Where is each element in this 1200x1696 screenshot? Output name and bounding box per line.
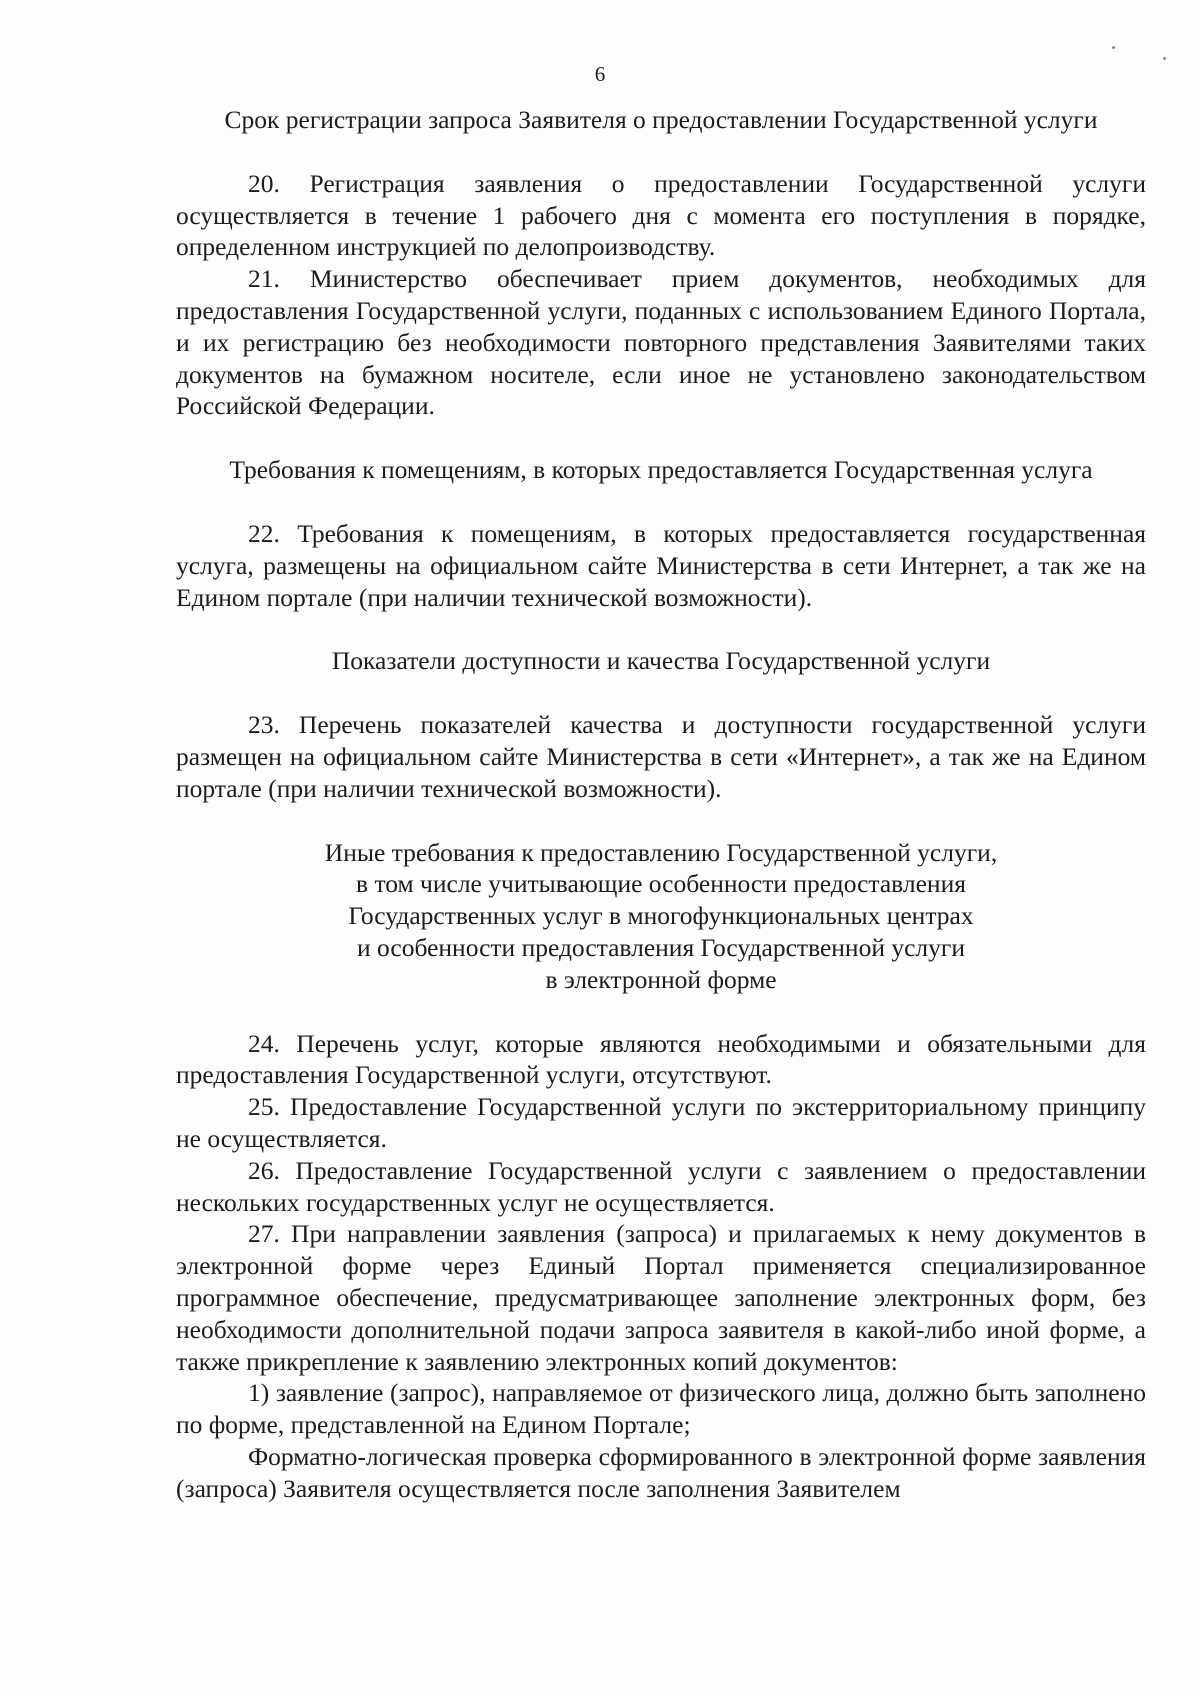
paragraph-27-item-1: 1) заявление (запрос), направляемое от физического лица, должно быть заполнено по форме, представленной на Едином Портале; xyxy=(176,1378,1146,1440)
paragraph-21: 21. Министерство обеспечивает прием документов, необходимых для предоставления Государственной услуги, поданных с использованием Единого Портала, и их регистрацию без необходимости повторного представления Заявителями таких документов на бумажном носителе, если иное не установлено законодательством Российской Федерации. xyxy=(176,264,1146,421)
section-heading: Срок регистрации запроса Заявителя о предоставлении Государственной услуги xyxy=(224,105,1098,134)
paragraph-20: 20. Регистрация заявления о предоставлении Государственной услуги осуществляется в течение 1 рабочего дня с момента его поступления в порядке, определенном инструкцией по делопроизводству. xyxy=(176,168,1146,262)
section-heading: Показатели доступности и качества Государственной услуги xyxy=(331,646,991,676)
section-heading-line: Иные требования к предоставлению Государственной услуги, xyxy=(324,837,998,867)
paragraph-23: 23. Перечень показателей качества и доступности государственной услуги размещен на официальном сайте Министерства в сети «Интернет», а так же на Едином портале (при наличии технической возможности). xyxy=(176,710,1146,803)
document-body xyxy=(176,104,1146,1504)
paragraph-27: 27. При направлении заявления (запроса) и прилагаемых к нему документов в электронной форме через Единый Портал применяется специализированное программное обеспечение, предусматривающее заполнение электронных форм, без необходимости дополнительной подачи запроса заявителя в какой-либо иной форме, а также прикрепление к заявлению электронных копий документов: xyxy=(176,1219,1146,1376)
paragraph-26: 26. Предоставление Государственной услуги с заявлением о предоставлении нескольких государственных услуг не осуществляется. xyxy=(176,1155,1146,1217)
section-heading-line: Государственных услуг в многофункциональных центрах xyxy=(348,901,974,931)
scan-speck xyxy=(1112,46,1115,49)
section-heading: Требования к помещениям, в которых предоставляется Государственная услуга xyxy=(229,455,1093,485)
scan-speck xyxy=(1163,57,1166,60)
section-heading-line: в том числе учитывающие особенности предоставления xyxy=(356,869,966,899)
section-heading-line: и особенности предоставления Государственной услуги xyxy=(356,932,965,962)
paragraph-25: 25. Предоставление Государственной услуги по экстерриториальному принципу не осуществляется. xyxy=(176,1092,1146,1153)
paragraph-24: 24. Перечень услуг, которые являются необходимыми и обязательными для предоставления Государственной услуги, отсутствуют. xyxy=(176,1028,1146,1090)
section-heading xyxy=(176,837,1146,996)
section-heading-line: в электронной форме xyxy=(545,964,777,994)
page-number: 6 xyxy=(594,62,606,86)
paragraph-format-check: Форматно-логическая проверка сформированного в электронной форме заявления (запроса) Заявителя осуществляется после заполнения Заявителем xyxy=(176,1441,1146,1503)
paragraph-22: 22. Требования к помещениям, в которых предоставляется государственная услуга, размещены на официальном сайте Министерства в сети Интернет, а так же на Едином портале (при наличии технической возможности). xyxy=(176,518,1146,612)
